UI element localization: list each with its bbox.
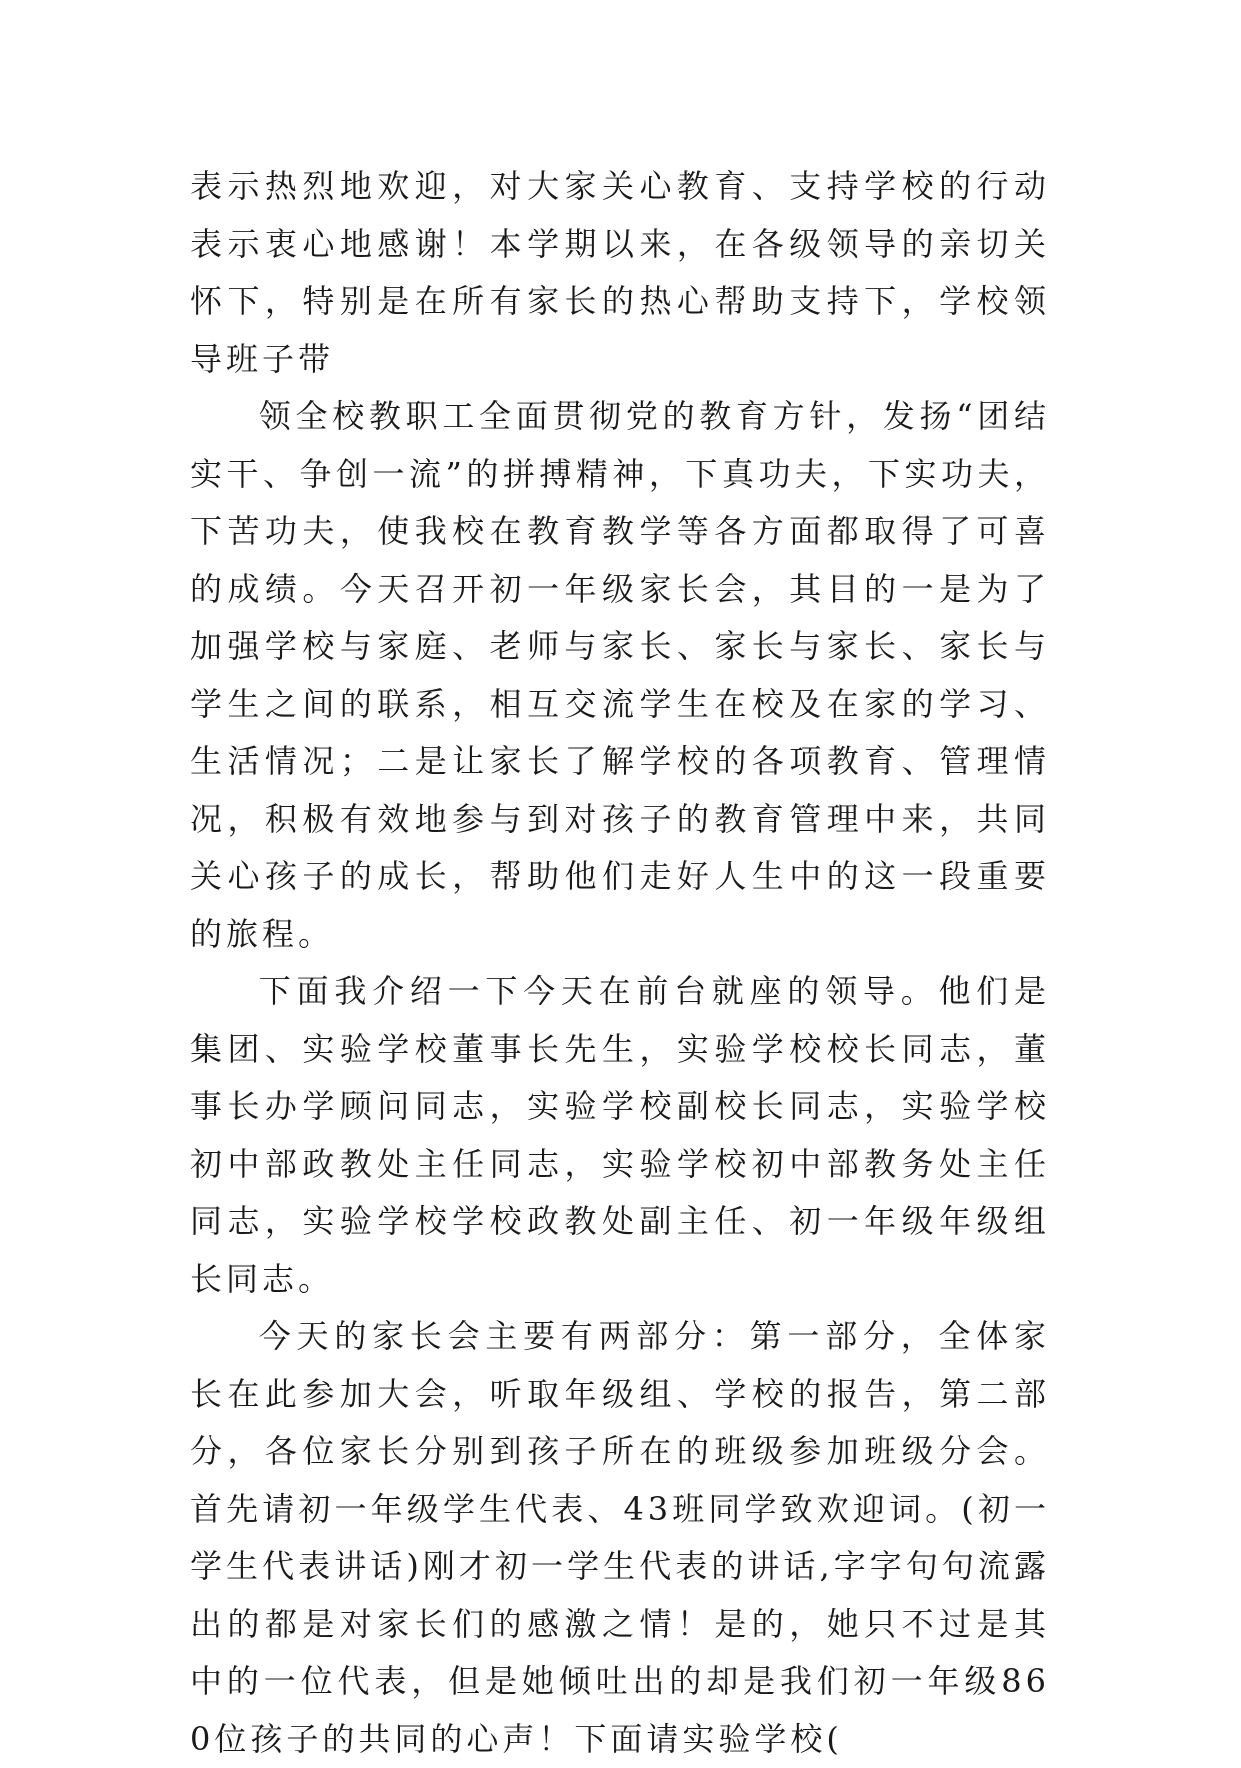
paragraph-2: 领全校教职工全面贯彻党的教育方针，发扬“团结实干、争创一流”的拼搏精神，下真功夫，下实功夫，下苦功夫，使我校在教育教学等各方面都取得了可喜的成绩。今天召开初一年级家长会，其目的一是为了加强学校与家庭、老师与家长、家长与家长、家长与学生之间的联系，相互交流学生在校及在家的学习、生活情况；二是让家长了解学校的各项教育、管理情况，积极有效地参与到对孩子的教育管理中来，共同关心孩子的成长，帮助他们走好人生中的这一段重要的旅程。 bbox=[190, 397, 1050, 953]
paragraph-1: 表示热烈地欢迎，对大家关心教育、支持学校的行动表示衷心地感谢！本学期以来，在各级领导的亲切关怀下，特别是在所有家长的热心帮助支持下，学校领导班子带 bbox=[190, 167, 1050, 378]
paragraph-4: 今天的家长会主要有两部分：第一部分，全体家长在此参加大会，听取年级组、学校的报告，第二部分，各位家长分别到孩子所在的班级参加班级分会。首先请初一年级学生代表、43班同学致欢迎词。(初一学生代表讲话)刚才初一学生代表的讲话,字字句句流露出的都是对家长们的感激之情！是的，她只不过是其中的一位代表，但是她倾吐出的却是我们初一年级860位孩子的共同的心声！下面请实验学校( bbox=[190, 1317, 1050, 1758]
document-body bbox=[190, 158, 1050, 1768]
paragraph-3: 下面我介绍一下今天在前台就座的领导。他们是集团、实验学校董事长先生，实验学校校长同志，董事长办学顾问同志，实验学校副校长同志，实验学校初中部政教处主任同志，实验学校初中部教务处主任同志，实验学校学校政教处副主任、初一年级年级组长同志。 bbox=[190, 972, 1050, 1298]
